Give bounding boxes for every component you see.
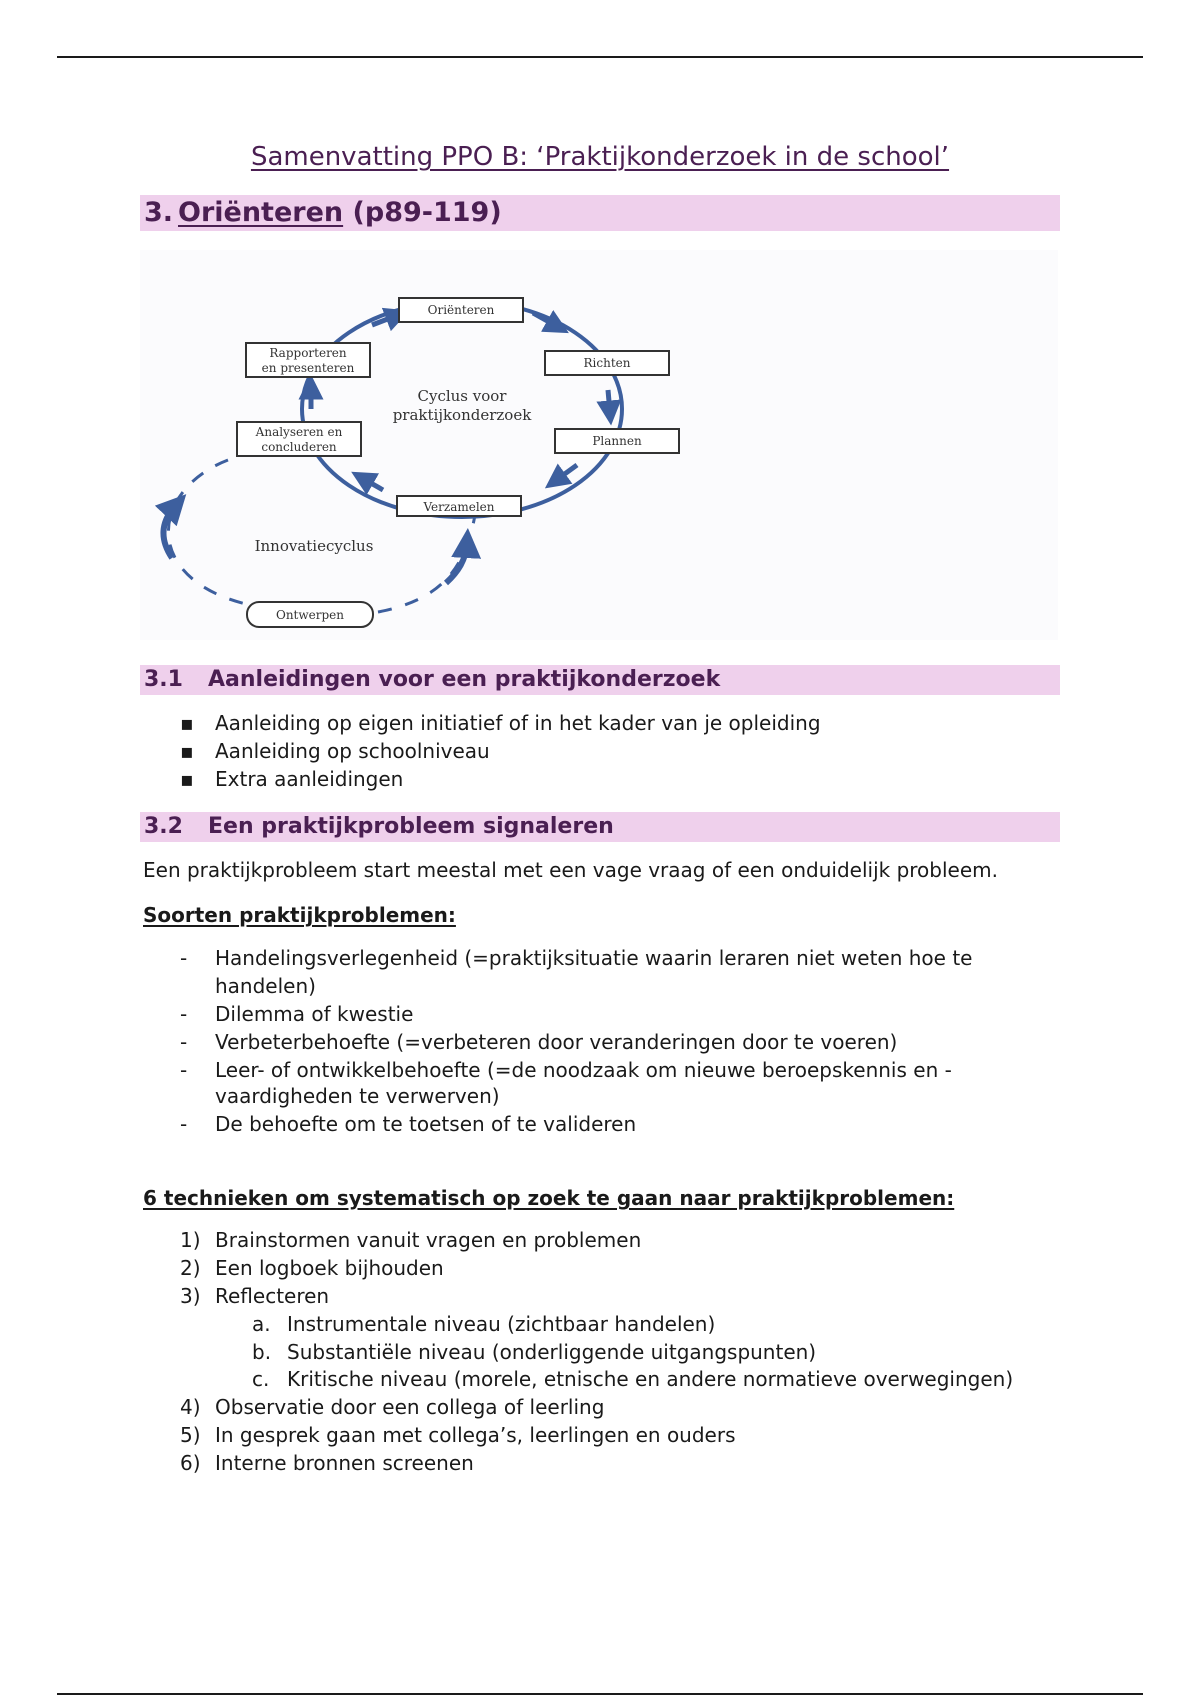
dash-marker: - [180,1112,188,1136]
subsection-3-1-heading [140,665,1060,695]
node-rapporteren-label-2: en presenteren [261,361,355,375]
research-cycle-diagram [140,250,1058,640]
innovation-cycle-label: Innovatiecyclus [254,537,374,555]
dash-marker: - [180,946,188,970]
node-rapporteren-label-1: Rapporteren [269,346,347,360]
techniques-heading: 6 technieken om systematisch op zoek te gaan naar praktijkproblemen: [143,1186,955,1210]
innovation-dashed-left [168,460,250,605]
subsection-3-2-heading [140,812,1060,842]
section-number: 3. [144,197,174,228]
arrow-to-plannen [608,390,610,413]
node-analyseren-label-1: Analyseren en [255,425,343,439]
research-cycle-figure [140,250,1058,640]
bottom-rule [57,1693,1143,1695]
node-orienteren-label: Oriënteren [427,303,495,317]
subsection-3-2-number: 3.2 [144,814,183,839]
subsection-3-2-title: Een praktijkprobleem signaleren [208,814,614,839]
node-richten-label: Richten [583,356,631,370]
intro-paragraph: Een praktijkprobleem start meestal met een vage vraag of een onduidelijk probleem. [143,858,998,882]
bullet-marker: ▪ [180,767,194,791]
section-pages: (p89-119) [352,197,502,228]
node-analyseren-label-2: concluderen [261,440,337,454]
node-plannen-label: Plannen [592,434,642,448]
cycle-center-label-2: praktijkonderzoek [392,406,532,424]
section-heading [140,195,1060,231]
arrow-innovation-right [446,543,467,583]
bullet-marker: ▪ [180,739,194,763]
arrow-innovation-left [163,505,176,558]
node-verzamelen-label: Verzamelen [423,500,495,514]
dash-marker: - [180,1030,188,1054]
cycle-center-label-1: Cyclus voor [417,387,507,405]
node-ontwerpen-label: Ontwerpen [275,608,345,622]
arrow-to-analyseren [362,478,383,490]
subsection-3-1-number: 3.1 [144,667,183,692]
dash-marker: - [180,1002,188,1026]
document-title: Samenvatting PPO B: ‘Praktijkonderzoek in de school’ [250,142,950,172]
section-title: Oriënteren [178,197,344,228]
bullet-marker: ▪ [180,711,194,735]
subsection-3-1-title: Aanleidingen voor een praktijkonderzoek [208,667,721,692]
top-rule [57,56,1143,58]
dash-marker: - [180,1058,188,1082]
types-heading: Soorten praktijkproblemen: [143,903,456,927]
arrow-to-verzamelen [555,465,577,481]
